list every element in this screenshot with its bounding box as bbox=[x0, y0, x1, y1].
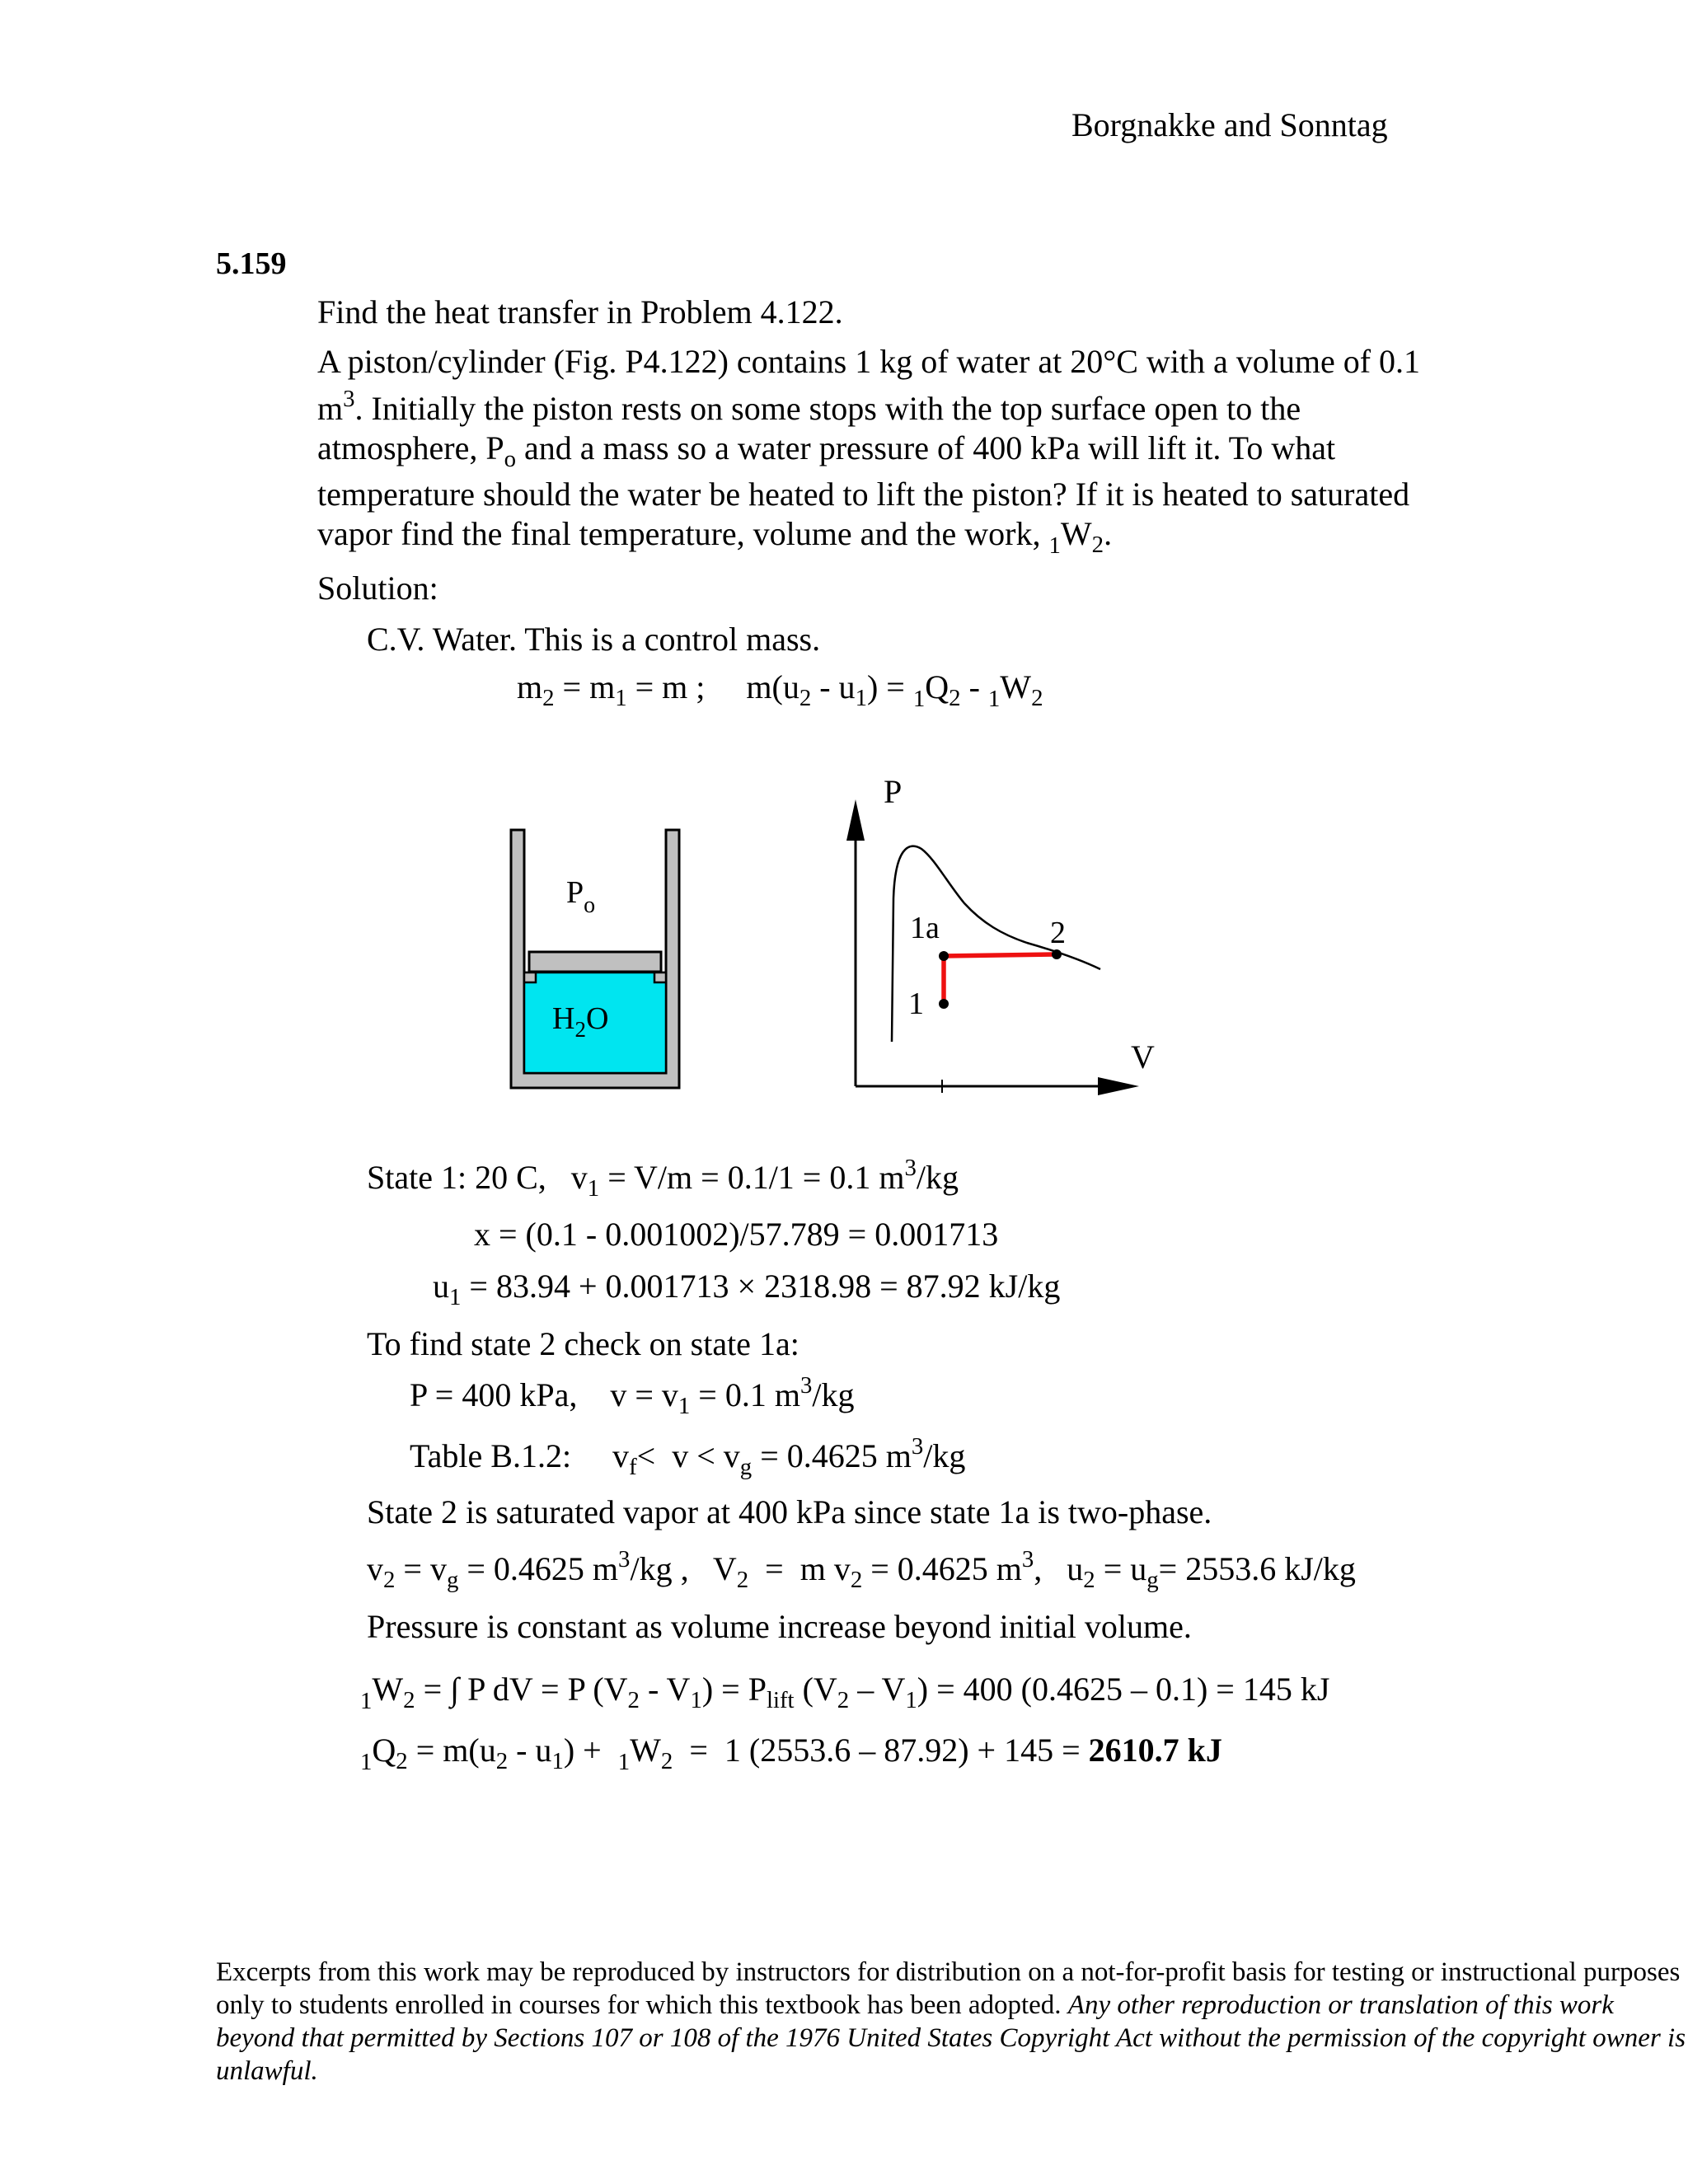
problem-description-line-4: temperature should the water be heated to lift the piston? If it is heated to saturated bbox=[317, 476, 1410, 513]
pv-diagram bbox=[832, 766, 1162, 1096]
copyright-footer: Excerpts from this work may be reproduced by instructors for distribution on a not-for-profit basis for testing or instructional purposes only to students enrolled in courses for which this textbook has been adopted. Any other reproduction or translation of this work beyond that permitted by Sections 107 or 108 of the 1976 United States Copyright Act without the permission of the copyright owner is unlawful. bbox=[216, 1957, 1686, 2086]
state-2-point bbox=[1052, 949, 1062, 959]
p-axis-arrow bbox=[846, 799, 865, 841]
heat-transfer-result: 2610.7 kJ bbox=[1088, 1732, 1222, 1769]
heat-transfer-equation: $_1Q_2 = m(u_2 - u_1) + _1W_2 = 1$ (2553.6 – 87.92) + 145 = 2610.7 kJ bbox=[360, 1732, 1222, 1775]
p-axis-label: P bbox=[884, 773, 903, 810]
state-2-label: 2 bbox=[1050, 916, 1066, 950]
problem-statement: Find the heat transfer in Problem 4.122. bbox=[317, 293, 843, 330]
work-equation: $_1W_2$ = ∫ P dV = P $(V_2 - V_1) = P_{lift}$ $(V_2 - V_1) = 400$ (0.4625 – 0.1) = 145 kJ bbox=[360, 1671, 1330, 1714]
process-path bbox=[944, 954, 1057, 1004]
problem-description-line-1: A piston/cylinder (Fig. P4.122) contains 1 kg of water at 20°C with a volume of 0.1 bbox=[317, 343, 1421, 380]
piston bbox=[529, 952, 661, 972]
problem-description-line-5: vapor find the final temperature, volume and the work, $_1W_2$. bbox=[317, 515, 1113, 559]
left-stop bbox=[524, 972, 536, 982]
state-2-statement: State 2 is saturated vapor at 400 kPa since state 1a is two-phase. bbox=[367, 1493, 1212, 1530]
state-1a-label: 1a bbox=[910, 911, 940, 945]
state-1a-pressure-volume: P = 400 kPa, $v = v_1 = 0.1$ $m^3/kg$ bbox=[410, 1372, 855, 1420]
control-volume-statement: C.V. Water. This is a control mass. bbox=[367, 621, 821, 658]
pressure-constant-statement: Pressure is constant as volume increase beyond initial volume. bbox=[367, 1608, 1192, 1645]
state-1a-point bbox=[939, 951, 949, 961]
v-axis-arrow bbox=[1098, 1077, 1139, 1095]
atmosphere-pressure-label: $P_o$ bbox=[566, 875, 596, 918]
state-1a-check-intro: To find state 2 check on state 1a: bbox=[367, 1325, 799, 1362]
state-1-quality: x = (0.1 - 0.001002)/57.789 = 0.001713 bbox=[474, 1216, 999, 1253]
state-1-specific-volume: State 1: 20 C, $v_1 = V/m = 0.1/1 = 0.1$ $m^3/kg$ bbox=[367, 1155, 959, 1202]
problem-number: 5.159 bbox=[216, 246, 287, 281]
state-1-point bbox=[939, 999, 949, 1009]
problem-description-line-3: atmosphere, $P_o$ and a mass so a water pressure of 400 kPa will lift it. To what bbox=[317, 429, 1336, 473]
state-2-properties: $v_2 = v_g = 0.4625$ $m^3/kg$ , $V_2 = m$ $v_2 = 0.4625$ $m^3$, $u_2 = u_g= 2553.6$ kJ/kg bbox=[367, 1546, 1356, 1594]
piston-cylinder-figure bbox=[495, 820, 692, 1092]
water-label: $H_2O$ bbox=[552, 1001, 609, 1042]
page-header-authors: Borgnakke and Sonntag bbox=[1071, 106, 1388, 143]
v-axis-label: V bbox=[1131, 1038, 1155, 1076]
mass-energy-equation: $m_2 = m_1 = m$ ; $m(u_2 - u_1) = _1Q_2 - _1W_2$ bbox=[517, 668, 1043, 712]
state-1-internal-energy: $u_1 = 83.94 + 0.001713 \times 2318.98 = 87.92$ kJ/kg bbox=[433, 1268, 1061, 1311]
state-1-label: 1 bbox=[908, 987, 924, 1021]
problem-description-line-2: $m^3$. Initially the piston rests on some stops with the top surface open to the bbox=[317, 386, 1301, 427]
solution-label: Solution: bbox=[317, 569, 438, 607]
right-stop bbox=[654, 972, 666, 982]
table-lookup-line: Table B.1.2: $v_f< v < v_g = 0.4625$ $m^3/kg$ bbox=[410, 1433, 966, 1481]
